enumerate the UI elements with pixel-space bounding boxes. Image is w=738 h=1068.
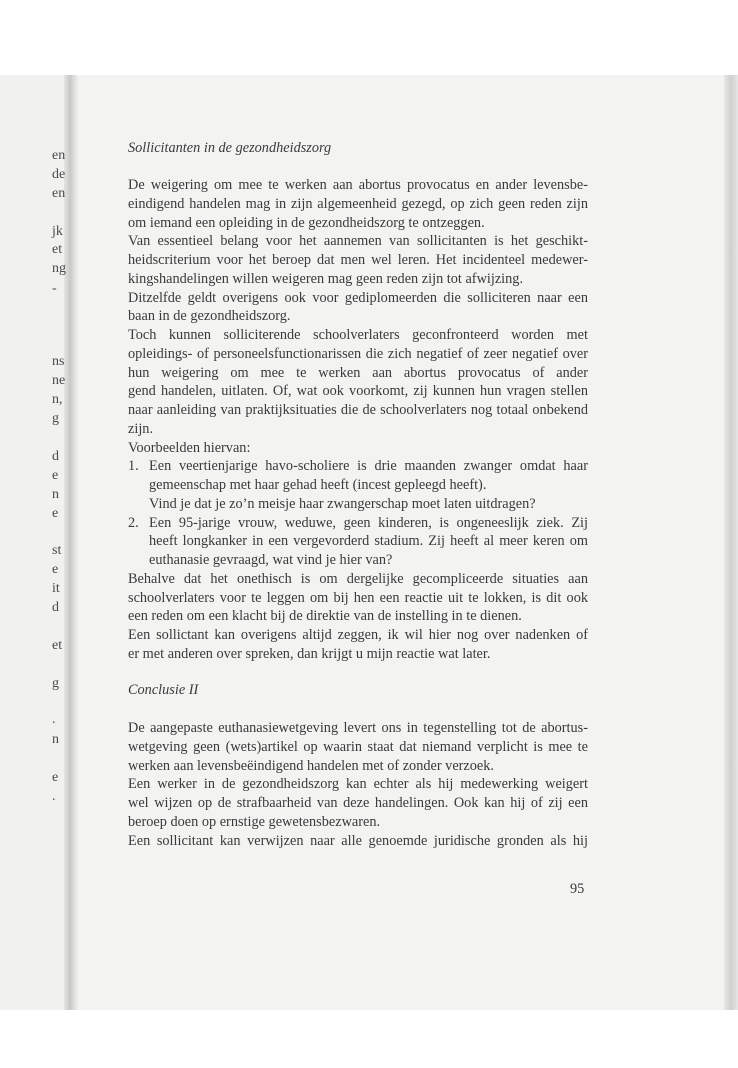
- text-line: euthanasie gevraagd, wat vind je hier van?: [149, 552, 393, 568]
- text-line: Van essentieel belang voor het aannemen van sollicitanten is het geschikt-: [128, 233, 588, 250]
- text-line: om iemand een opleiding in de gezondheidszorg te ontzeggen.: [128, 214, 485, 231]
- text-line: wetgeving geen (wets)artikel op waarin staat dat niemand verplicht is mee te: [128, 738, 588, 755]
- text-line: er met anderen over spreken, dan krijgt u mijn reactie wat later.: [128, 645, 491, 662]
- left-page-fragment: ne: [52, 373, 66, 388]
- left-page-fragment: it: [52, 581, 60, 596]
- text-line: gemeenschap met haar gehad heeft (incest gepleegd heeft).: [149, 477, 487, 493]
- left-page-fragment: e: [52, 506, 59, 521]
- left-page-fragment: .: [52, 712, 56, 727]
- text-line: De weigering om mee te werken aan abortus provocatus en ander levensbe-: [128, 177, 588, 193]
- text-line: baan in de gezondheidszorg.: [128, 308, 291, 325]
- text-line: wel wijzen op de strafbaarheid van deze handelingen. Ook kan hij of zij een: [128, 795, 588, 811]
- text-line: opleidings- of personeelsfunctionarissen die zich negatief of zeer negatief over: [128, 345, 588, 362]
- text-line: Ditzelfde geldt overigens ook voor gediplomeerden die solliciteren naar een: [128, 289, 588, 306]
- list-number: 1.: [128, 458, 139, 475]
- text-line: De aangepaste euthanasiewetgeving levert ons in tegenstelling tot de abortus-: [128, 720, 588, 736]
- left-page-fragment: g: [52, 411, 59, 426]
- page-edge: [724, 75, 738, 1010]
- left-page-fragment: de: [52, 167, 66, 182]
- text-line: zijn.: [128, 420, 154, 437]
- left-page-fragment: ns: [52, 354, 65, 369]
- text-line: werken aan levensbeëindigend handelen met of zonder verzoek.: [128, 757, 494, 774]
- text-line: beroep doen op ernstige gewetensbezwaren.: [128, 813, 381, 830]
- left-page-fragment: et: [52, 242, 63, 257]
- text-line: Een sollicitant kan verwijzen naar alle genoemde juridische gronden als hij: [128, 832, 588, 849]
- left-page-fragment: .: [52, 789, 56, 804]
- list-number: 2.: [128, 514, 139, 531]
- left-page-fragment: e: [52, 468, 59, 483]
- text-line: eindigend handelen mag in zijn algemeenheid gezegd, op zich geen reden zijn: [128, 195, 588, 212]
- left-page-fragment: n: [52, 732, 59, 747]
- text-line: kingshandelingen willen weigeren mag geen reden zijn tot afwijzing.: [128, 270, 524, 287]
- text-line: gend handelen, uitlaten. Of, wat ook voorkomt, zij kunnen hun vragen stellen: [128, 383, 588, 400]
- text-line: Een sollictant kan overigens altijd zeggen, ik wil hier nog over nadenken of: [128, 627, 588, 643]
- left-page-fragment: d: [52, 600, 59, 615]
- text-line: Vind je dat je zo’n meisje haar zwangerschap moet laten uitdragen?: [149, 495, 536, 512]
- text-line: heeft longkanker in een vergevorderd stadium. Zij heeft al meer keren om: [149, 533, 588, 550]
- section-heading: Conclusie II: [128, 682, 199, 698]
- left-page-fragment: en: [52, 186, 66, 201]
- text-line: Toch kunnen solliciterende schoolverlaters geconfronteerd worden met: [128, 327, 588, 343]
- left-page-fragment: -: [52, 281, 57, 296]
- left-page-fragment: e: [52, 562, 59, 577]
- left-page-fragment: et: [52, 638, 63, 653]
- left-page-fragment: st: [52, 543, 62, 558]
- text-line: Voorbeelden hiervan:: [128, 439, 251, 456]
- book-gutter: [64, 75, 78, 1010]
- text-line: naar aanleiding van praktijksituaties die de schoolverlaters nog totaal onbekend: [128, 402, 588, 418]
- left-page-fragment: e: [52, 770, 59, 785]
- text-line: Een veertienjarige havo-scholiere is drie maanden zwanger omdat haar: [149, 458, 588, 475]
- left-page-fragment: ng: [52, 261, 66, 276]
- left-page-fragment: d: [52, 449, 59, 464]
- page-number: 95: [570, 881, 585, 897]
- left-page-fragment: n,: [52, 392, 63, 407]
- text-line: Behalve dat het onethisch is om dergelijke gecompliceerde situaties aan: [128, 570, 588, 587]
- text-line: een reden om een klacht bij de direktie van de instelling in te dienen.: [128, 608, 522, 625]
- left-page-fragment: jk: [52, 224, 63, 239]
- left-page-fragment: n: [52, 487, 59, 502]
- text-line: hun weigering om mee te werken aan abortus provocatus of ander: [128, 364, 588, 381]
- section-heading: Sollicitanten in de gezondheidszorg: [128, 140, 332, 156]
- text-line: heidscriterium voor het beroep dat men wel leren. Het incidenteel medewer-: [128, 252, 588, 268]
- left-page-fragment: g: [52, 676, 59, 691]
- text-line: schoolverlaters voor te leggen om bij hen een reactie uit te lokken, is dit ook: [128, 589, 588, 606]
- left-page-fragment: en: [52, 148, 66, 163]
- text-line: Een werker in de gezondheidszorg kan echter als hij medewerking weigert: [128, 776, 588, 793]
- text-line: Een 95-jarige vrouw, weduwe, geen kinderen, is ongeneeslijk ziek. Zij: [149, 514, 588, 531]
